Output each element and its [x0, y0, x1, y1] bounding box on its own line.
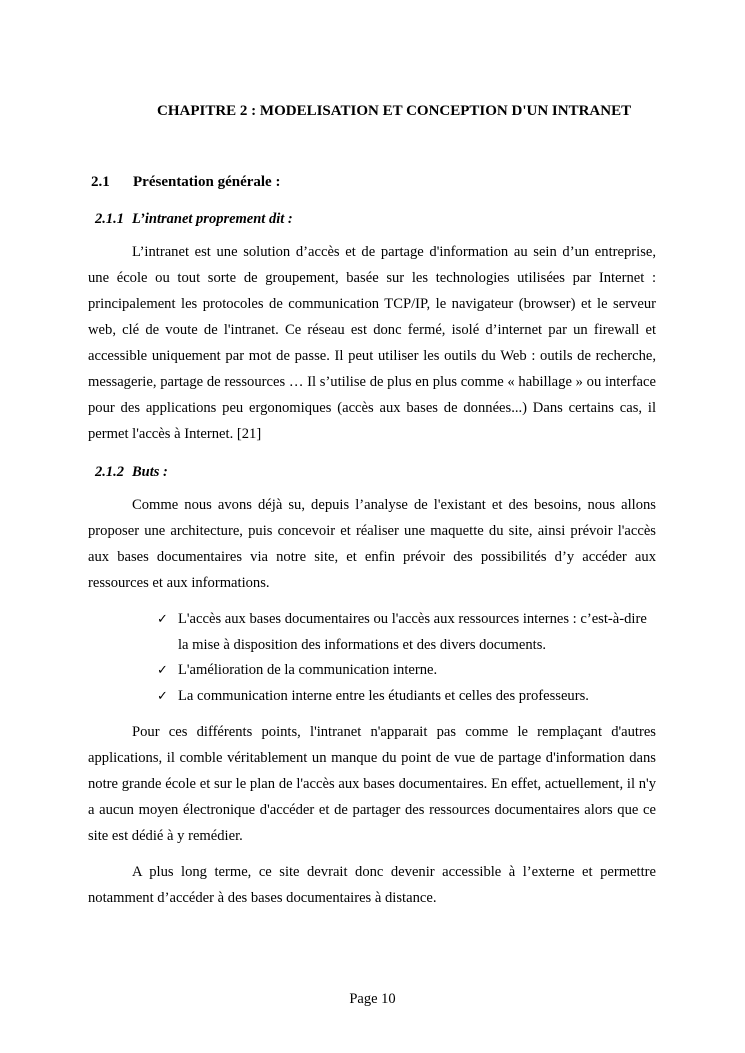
paragraph-long-term: A plus long terme, ce site devrait donc devenir accessible à l’externe et permettre notamment d’accéder à des bases documentaires à distance. [88, 864, 656, 906]
goals-list [157, 607, 657, 709]
paragraph-intranet-definition: L’intranet est une solution d’accès et de partage d'information au sein d’un entreprise, une école ou tout sorte de groupement, basée sur les technologies utilisées par Internet : principalement les protocoles de communication TCP/IP, le navigateur (browser) et le serveur web, clé de voute de l'intranet. Ce réseau est donc fermé, isolé d’internet par un firewall et accessible uniquement par mot de passe. Il peut utiliser les outils du Web : outils de recherche, messagerie, partage de ressources … Il s’utilise de plus en plus comme « habillage » ou interface pour des applications peu ergonomiques (accès aux bases de données...) Dans certains cas, il permet l'accès à Internet. [21] [88, 244, 656, 442]
section-heading [91, 174, 280, 191]
subsection-title: L’intranet proprement dit : [132, 211, 293, 227]
subsection-heading [95, 464, 168, 481]
list-item [157, 658, 657, 684]
chapter-title: CHAPITRE 2 : MODELISATION ET CONCEPTION D'UN INTRANET [157, 103, 632, 119]
subsection-title: Buts : [132, 464, 168, 480]
section-number: 2.1 [91, 174, 110, 190]
paragraph-intranet-need: Pour ces différents points, l'intranet n'apparait pas comme le remplaçant d'autres applications, il comble véritablement un manque du point de vue de partage d'information dans notre grande école et sur le plan de l'accès aux bases documentaires. En effet, actuellement, il n'y a aucun moyen électronique d'accéder et de partager des ressources documentaires alors que ce site est dédié à y remédier. [88, 724, 656, 844]
section-title: Présentation générale : [133, 174, 281, 190]
list-item-text: L'amélioration de la communication interne. [178, 662, 438, 678]
list-item [157, 607, 657, 658]
checkmark-icon: ✓ [157, 663, 168, 678]
subsection-number: 2.1.2 [95, 464, 124, 480]
checkmark-icon: ✓ [157, 688, 168, 704]
list-item-text: La communication interne entre les étudiants et celles des professeurs. [178, 687, 589, 704]
subsection-number: 2.1.1 [95, 211, 124, 227]
paragraph-goals: Comme nous avons déjà su, depuis l’analyse de l'existant et des besoins, nous allons proposer une architecture, puis concevoir et réaliser une maquette du site, ainsi prévoir l'accès aux bases documentaires via notre site, et enfin prévoir des possibilités d’y accéder aux ressources et aux informations. [88, 497, 656, 591]
list-item-text: L'accès aux bases documentaires ou l'accès aux ressources internes : c’est-à-dire la mise à disposition des informations et des divers documents. [178, 611, 647, 653]
subsection-heading [95, 211, 293, 228]
page-number: Page 10 [349, 991, 396, 1007]
checkmark-icon: ✓ [157, 612, 168, 627]
list-item [157, 684, 657, 710]
